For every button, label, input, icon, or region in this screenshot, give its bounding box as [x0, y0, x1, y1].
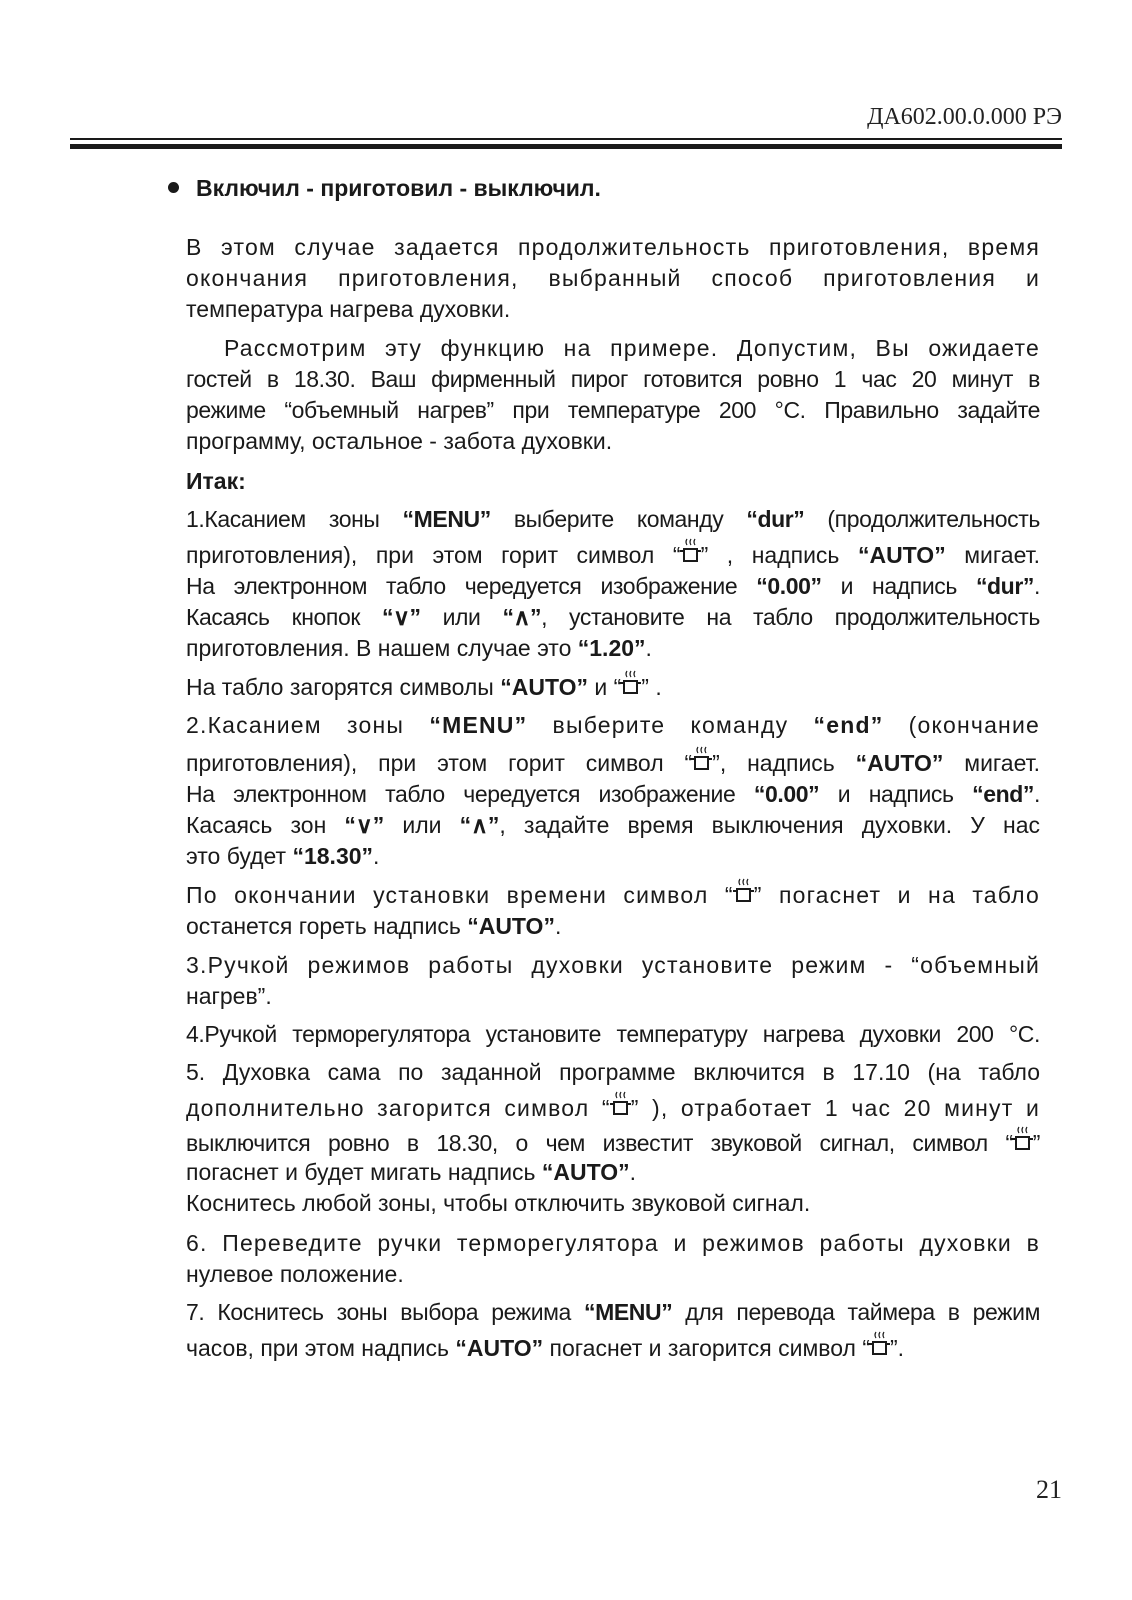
step7-line-2: часов, при этом надпись “AUTO” погаснет и загорится символ “ ”.: [186, 1333, 1040, 1364]
header-rule-thin: [70, 138, 1062, 140]
pot-with-steam-icon: [622, 681, 640, 697]
step6-line-2: нулевое положение.: [186, 1261, 404, 1287]
pot-with-steam-icon: [693, 757, 711, 773]
step2-line-6: По окончании установки времени символ “ ” погаснет и на табло: [186, 880, 1040, 911]
step2-line-5: это будет “18.30”.: [186, 843, 380, 869]
step3-line-1: 3.Ручкой режимов работы духовки установите режим - “объемный: [186, 952, 1040, 978]
step1-line-6: На табло загорятся символы “AUTO” и “ ” .: [186, 672, 1040, 703]
step1-line-3: На электронном табло чередуется изображение “0.00” и надпись “dur”.: [186, 573, 1040, 599]
step1-line-2: приготовления), при этом горит символ “ ” , надпись “AUTO” мигает.: [186, 540, 1040, 571]
step2-line-3: На электронном табло чередуется изображение “0.00” и надпись “end”.: [186, 781, 1040, 807]
step5-line-3: выключится ровно в 18.30, о чем известит звуковой сигнал, символ “ ”: [186, 1128, 1040, 1159]
step2-line-2: приготовления), при этом горит символ “ ”, надпись “AUTO” мигает.: [186, 748, 1040, 779]
step1-line-1: 1.Касанием зоны “MENU” выберите команду “dur” (продолжительность: [186, 506, 1040, 532]
step6-line-1: 6. Переведите ручки терморегулятора и режимов работы духовки в: [186, 1230, 1040, 1256]
intro-line-1: В этом случае задается продолжительность приготовления, время: [186, 234, 1040, 260]
pot-with-steam-icon: [735, 889, 753, 905]
step5-line-5: Коснитесь любой зоны, чтобы отключить звуковой сигнал.: [186, 1190, 811, 1216]
step1-line-4: Касаясь кнопок “∨” или “∧”, установите на табло продолжительность: [186, 604, 1040, 630]
intro-line-2: окончания приготовления, выбранный способ приготовления и: [186, 265, 1040, 291]
intro-line-3: температура нагрева духовки.: [186, 296, 511, 322]
bullet-icon: [168, 182, 179, 193]
step5-line-2: дополнительно загорится символ “ ” ), отработает 1 час 20 минут и: [186, 1093, 1040, 1124]
example-line-1: Рассмотрим эту функцию на примере. Допустим, Вы ожидаете: [224, 335, 1040, 361]
section-heading: [168, 175, 601, 202]
example-line-4: программу, остальное - забота духовки.: [186, 428, 613, 454]
header-rule-thick: [70, 144, 1062, 149]
step7-line-1: 7. Коснитесь зоны выбора режима “MENU” для перевода таймера в режим: [186, 1299, 1040, 1325]
pot-with-steam-icon: [612, 1102, 630, 1118]
document-code: ДА602.00.0.000 РЭ: [867, 104, 1062, 130]
step1-line-5: приготовления. В нашем случае это “1.20”.: [186, 635, 652, 661]
pot-with-steam-icon: [1014, 1137, 1032, 1153]
step2-line-4: Касаясь зон “∨” или “∧”, задайте время выключения духовки. У нас: [186, 812, 1040, 838]
example-line-2: гостей в 18.30. Ваш фирменный пирог готовится ровно 1 час 20 минут в: [186, 366, 1040, 392]
step5-line-1: 5. Духовка сама по заданной программе включится в 17.10 (на табло: [186, 1059, 1040, 1085]
page-number: 21: [1036, 1475, 1062, 1504]
step2-line-1: 2.Касанием зоны “MENU” выберите команду “end” (окончание: [186, 712, 1040, 738]
pot-with-steam-icon: [871, 1342, 889, 1358]
step2-line-7: останется гореть надпись “AUTO”.: [186, 913, 562, 939]
itak-heading: Итак:: [186, 468, 246, 494]
section-title: Включил - приготовил - выключил.: [196, 175, 601, 201]
pot-with-steam-icon: [682, 549, 700, 565]
step5-line-4: погаснет и будет мигать надпись “AUTO”.: [186, 1159, 637, 1185]
step3-line-2: нагрев”.: [186, 983, 272, 1009]
example-line-3: режиме “объемный нагрев” при температуре 200 °С. Правильно задайте: [186, 397, 1040, 423]
step4-line: 4.Ручкой терморегулятора установите температуру нагрева духовки 200 °С.: [186, 1021, 1040, 1047]
